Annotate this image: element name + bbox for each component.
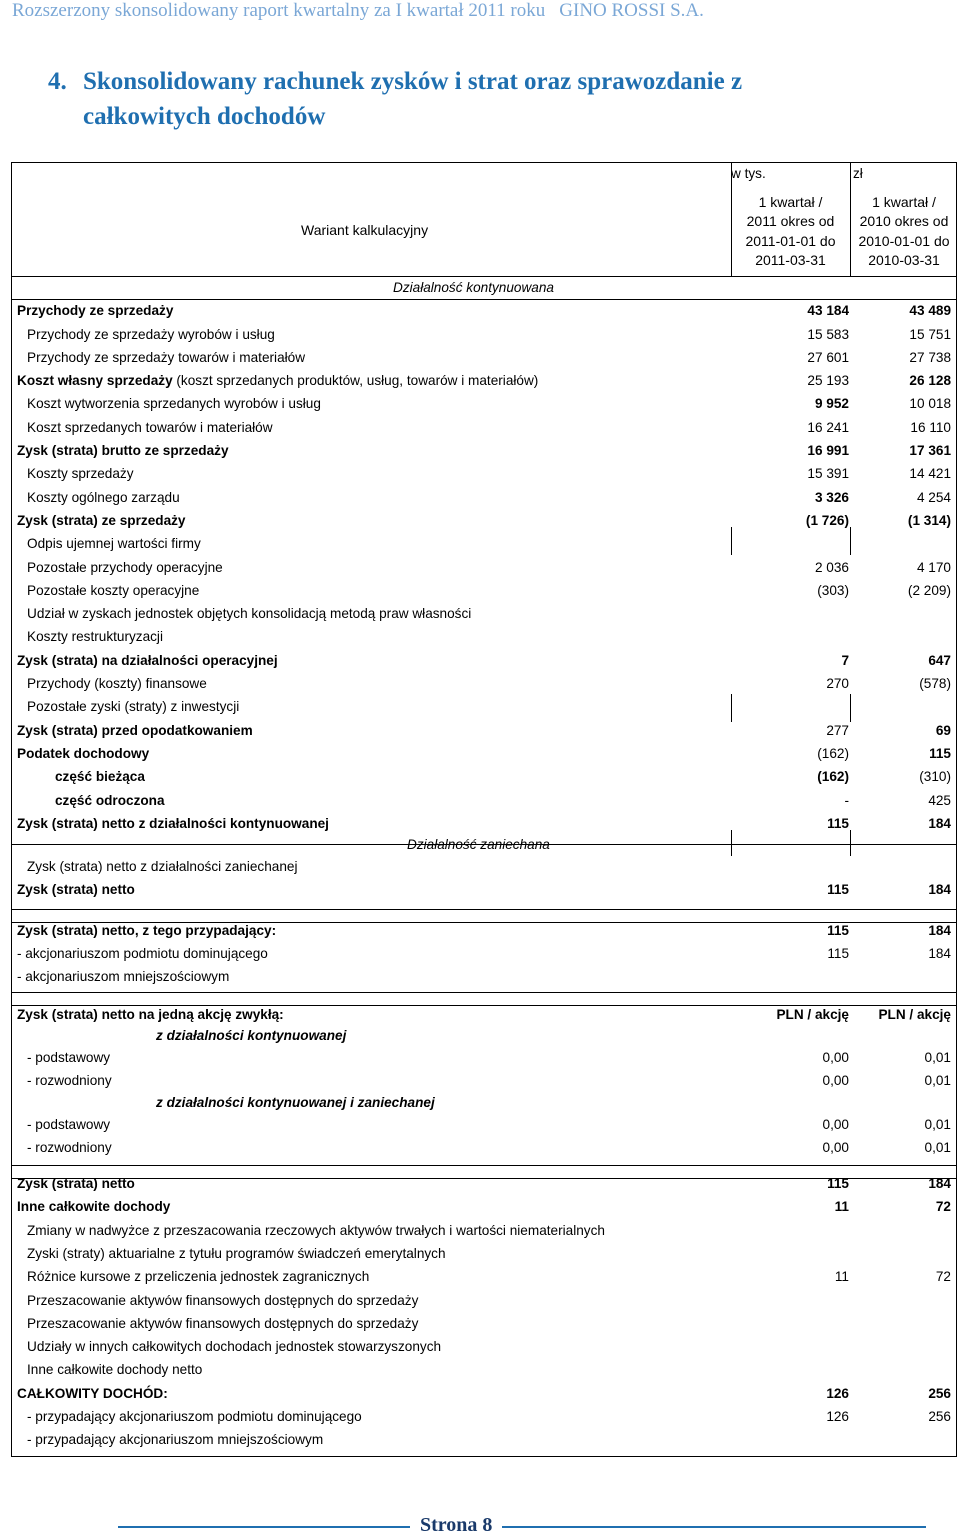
table-row	[11, 1312, 957, 1335]
col1-line2: 2011 okres od	[746, 213, 835, 230]
table-row	[11, 878, 957, 901]
table-row	[11, 625, 957, 648]
row-label: Zysk (strata) netto na jedną akcję zwykłą:	[17, 1006, 284, 1022]
table-row	[11, 672, 957, 695]
row-subheading: z działalności kontynuowanej i zaniechanej	[156, 1094, 435, 1110]
row-label: CAŁKOWITY DOCHÓD:	[17, 1385, 168, 1401]
row-label: Przychody ze sprzedaży wyrobów i usług	[27, 326, 275, 342]
row-label: Podatek dochodowy	[17, 745, 150, 761]
col2-line1: 1 kwartał /	[872, 194, 936, 210]
value-2011: -	[844, 792, 849, 808]
value-2010: 647	[928, 652, 951, 668]
row-label: Zysk (strata) netto, z tego przypadający:	[17, 922, 277, 938]
units-currency: zł	[853, 166, 863, 181]
subheading-row	[11, 1093, 957, 1113]
value-2011: 0,00	[822, 1116, 849, 1132]
table-row	[11, 1113, 957, 1136]
section-number: 4.	[48, 68, 67, 95]
footer-rule	[118, 1526, 926, 1528]
value-2010: 0,01	[924, 1049, 951, 1065]
row-label: Różnice kursowe z przeliczenia jednostek zagranicznych	[27, 1269, 370, 1285]
value-2010: 72	[935, 1199, 951, 1215]
column-header-2011	[731, 193, 850, 270]
table-row	[11, 369, 957, 392]
row-label: Zmiany w nadwyżce z przeszacowania rzeczowych aktywów trwałych i wartości niematerialnych	[27, 1222, 605, 1238]
table-row	[11, 1195, 957, 1218]
table-row	[11, 1289, 957, 1312]
value-2011: (1 726)	[805, 512, 849, 528]
row-label: Zysk (strata) ze sprzedaży	[17, 512, 186, 528]
spacer	[11, 902, 957, 919]
value-2011: 0,00	[822, 1049, 849, 1065]
table-row	[11, 1265, 957, 1288]
value-2010: (310)	[919, 769, 951, 785]
table-row	[11, 579, 957, 602]
row-label: Zysk (strata) przed opodatkowaniem	[17, 722, 253, 738]
row-label: Zysk (strata) netto	[17, 882, 135, 898]
section-row	[11, 835, 957, 855]
table-row	[11, 1172, 957, 1195]
table-row	[11, 742, 957, 765]
table-row	[11, 1428, 957, 1451]
value-2011: 115	[827, 882, 849, 898]
section-row	[11, 276, 957, 299]
value-2011: 25 193	[807, 373, 849, 389]
value-2011: 15 391	[807, 466, 849, 482]
value-2011: 126	[826, 1409, 849, 1425]
value-2010: 69	[935, 722, 951, 738]
value-2011: 16 991	[807, 443, 849, 459]
value-2010: (578)	[919, 676, 951, 692]
value-2010: 184	[928, 946, 951, 962]
table-row	[11, 323, 957, 346]
value-2011: 270	[826, 676, 849, 692]
column-header-2010	[851, 193, 957, 270]
row-label: Koszty restrukturyzacji	[27, 629, 163, 645]
value-2010: 184	[928, 1176, 951, 1192]
value-2010: 0,01	[924, 1116, 951, 1132]
value-2010: 0,01	[924, 1139, 951, 1155]
value-2010: (1 314)	[907, 512, 951, 528]
section-title-line1: Skonsolidowany rachunek zysków i strat oraz sprawozdanie z	[83, 68, 743, 95]
row-label: Koszty sprzedaży	[27, 466, 134, 482]
value-2011: (162)	[817, 769, 849, 785]
col1-line3: 2011-01-01 do	[745, 232, 836, 249]
value-2010: 0,01	[924, 1073, 951, 1089]
table-row	[11, 649, 957, 672]
table-row	[11, 965, 957, 988]
value-2011: 15 583	[807, 326, 849, 342]
value-2010: 4 170	[916, 559, 951, 575]
row-label: Pozostałe koszty operacyjne	[27, 582, 200, 598]
row-label: Zysk (strata) netto	[17, 1176, 135, 1192]
spacer	[11, 1159, 957, 1172]
col1-line1: 1 kwartał /	[758, 194, 823, 210]
row-label-detail: (koszt sprzedanych produktów, usług, towarów i materiałów)	[172, 373, 539, 389]
value-2011: 11	[834, 1269, 849, 1285]
value-2010: (2 209)	[907, 582, 951, 598]
row-label: Przeszacowanie aktywów finansowych dostępnych do sprzedaży	[27, 1292, 419, 1308]
table-row	[11, 1046, 957, 1069]
row-label: Zysk (strata) netto z działalności zaniechanej	[27, 859, 298, 875]
table-row	[11, 919, 957, 942]
row-label: Przychody ze sprzedaży	[17, 303, 174, 319]
table-row	[11, 486, 957, 509]
unit-2010: PLN / akcję	[878, 1006, 951, 1022]
row-label: - akcjonariuszom podmiotu dominującego	[17, 946, 268, 962]
value-2011: 7	[841, 652, 849, 668]
table-row	[11, 812, 957, 835]
value-2010: 26 128	[909, 373, 951, 389]
value-2011: (162)	[817, 745, 849, 761]
value-2010: 4 254	[916, 489, 951, 505]
table-row	[11, 1335, 957, 1358]
row-label: - podstawowy	[27, 1049, 111, 1065]
value-2011: 2 036	[814, 559, 849, 575]
table-row	[11, 942, 957, 965]
running-header	[12, 0, 704, 26]
value-2011: 16 241	[807, 419, 849, 435]
table-row	[11, 299, 957, 322]
row-label: Odpis ujemnej wartości firmy	[27, 536, 201, 552]
row-label: Udziały w innych całkowitych dochodach jednostek stowarzyszonych	[27, 1339, 442, 1355]
table-header	[11, 162, 957, 276]
table-row	[11, 719, 957, 742]
value-2010: 72	[935, 1269, 951, 1285]
value-2010: 184	[928, 815, 951, 831]
table-row	[11, 1219, 957, 1242]
row-label-main: Koszt własny sprzedaży	[17, 373, 173, 389]
row-label: Przychody ze sprzedaży towarów i materiałów	[27, 349, 306, 365]
col2-line3: 2010-01-01 do	[858, 232, 950, 249]
value-2011: 11	[834, 1199, 849, 1215]
row-label: Pozostałe zyski (straty) z inwestycji	[27, 699, 240, 715]
row-label: Przychody (koszty) finansowe	[27, 676, 207, 692]
subheading-row	[11, 1026, 957, 1046]
continuing-ops-heading: Działalność kontynuowana	[393, 280, 554, 295]
row-label: część odroczona	[55, 792, 165, 808]
row-label: Inne całkowite dochody	[17, 1199, 171, 1215]
value-2011: 3 326	[814, 489, 849, 505]
row-label: Udział w zyskach jednostek objętych konsolidacją metodą praw własności	[27, 606, 472, 622]
table-row	[11, 1382, 957, 1405]
value-2011: 0,00	[822, 1139, 849, 1155]
row-label: - przypadający akcjonariuszom mniejszościowym	[27, 1432, 324, 1448]
row-label: Zysk (strata) netto z działalności kontynuowanej	[17, 815, 329, 831]
table-row	[11, 346, 957, 369]
row-label: Zysk (strata) brutto ze sprzedaży	[17, 443, 229, 459]
value-2010: 10 018	[909, 396, 951, 412]
row-label: Koszty ogólnego zarządu	[27, 489, 180, 505]
value-2011: 43 184	[807, 303, 849, 319]
value-2011: (303)	[817, 582, 849, 598]
row-label: - rozwodniony	[27, 1073, 112, 1089]
section-title-line2: całkowitych dochodów	[83, 103, 326, 130]
table-row	[11, 1358, 957, 1381]
value-2010: 184	[928, 882, 951, 898]
unit-2011: PLN / akcję	[776, 1006, 849, 1022]
value-2011: 126	[826, 1385, 849, 1401]
page-number: Strona 8	[410, 1514, 502, 1537]
row-label	[17, 369, 538, 392]
discontinued-ops-heading: Działalność zaniechana	[407, 837, 550, 853]
table-row	[11, 1242, 957, 1265]
row-label: Przeszacowanie aktywów finansowych dostępnych do sprzedaży	[27, 1315, 419, 1331]
variant-label: Wariant kalkulacyjny	[301, 222, 429, 238]
section-heading	[48, 64, 742, 134]
col1-line4: 2011-03-31	[755, 251, 826, 268]
row-label: - przypadający akcjonariuszom podmiotu dominującego	[27, 1409, 362, 1425]
table-row	[11, 509, 957, 532]
row-label: Zysk (strata) na działalności operacyjnej	[17, 652, 278, 668]
units-prefix: w tys.	[731, 166, 766, 181]
value-2010: 184	[928, 922, 951, 938]
value-2010: 16 110	[910, 419, 951, 435]
row-label: - rozwodniony	[27, 1139, 112, 1155]
value-2011: 115	[827, 922, 849, 938]
report-title: Rozszerzony skonsolidowany raport kwartalny za I kwartał 2011 roku	[12, 0, 546, 21]
value-2010: 115	[929, 745, 951, 761]
table-row	[11, 416, 957, 439]
value-2010: 425	[928, 792, 951, 808]
value-2011: 115	[827, 815, 849, 831]
table-row	[11, 462, 957, 485]
value-2011: 27 601	[807, 349, 849, 365]
table-row	[11, 1405, 957, 1428]
value-2010: 27 738	[909, 349, 951, 365]
table-row	[11, 1136, 957, 1159]
value-2011: 115	[827, 1176, 849, 1192]
value-2011: 0,00	[822, 1073, 849, 1089]
value-2010: 256	[928, 1409, 951, 1425]
row-subheading: z działalności kontynuowanej	[156, 1027, 347, 1043]
value-2011: 9 952	[814, 396, 849, 412]
table-row	[11, 1069, 957, 1092]
table-row	[11, 855, 957, 878]
col2-line2: 2010 okres od	[859, 213, 949, 230]
col2-line4: 2010-03-31	[868, 251, 940, 268]
table-row	[11, 556, 957, 579]
spacer	[11, 989, 957, 1003]
table-row	[11, 695, 957, 718]
table-row	[11, 392, 957, 415]
value-2010: 43 489	[909, 303, 951, 319]
value-2010: 256	[928, 1385, 951, 1401]
row-label: - podstawowy	[27, 1116, 111, 1132]
row-label: część bieżąca	[55, 769, 145, 785]
value-2010: 15 751	[909, 326, 951, 342]
row-label: Koszt sprzedanych towarów i materiałów	[27, 419, 273, 435]
value-2010: 17 361	[909, 443, 951, 459]
table-row	[11, 789, 957, 812]
row-label: Pozostałe przychody operacyjne	[27, 559, 223, 575]
value-2011: 277	[826, 722, 849, 738]
table-row	[11, 532, 957, 555]
row-label: Inne całkowite dochody netto	[27, 1362, 203, 1378]
row-label: Zyski (straty) aktuarialne z tytułu programów świadczeń emerytalnych	[27, 1245, 446, 1261]
table-row	[11, 439, 957, 462]
table-row	[11, 1003, 957, 1026]
row-label: Koszt wytworzenia sprzedanych wyrobów i usług	[27, 396, 321, 412]
table-body	[11, 276, 957, 1452]
table-row	[11, 602, 957, 625]
row-label: - akcjonariuszom mniejszościowym	[17, 969, 230, 985]
page-footer	[0, 1514, 960, 1538]
value-2010: 14 421	[909, 466, 951, 482]
company-name: GINO ROSSI S.A.	[559, 0, 704, 21]
table-row	[11, 765, 957, 788]
value-2011: 115	[827, 946, 849, 962]
